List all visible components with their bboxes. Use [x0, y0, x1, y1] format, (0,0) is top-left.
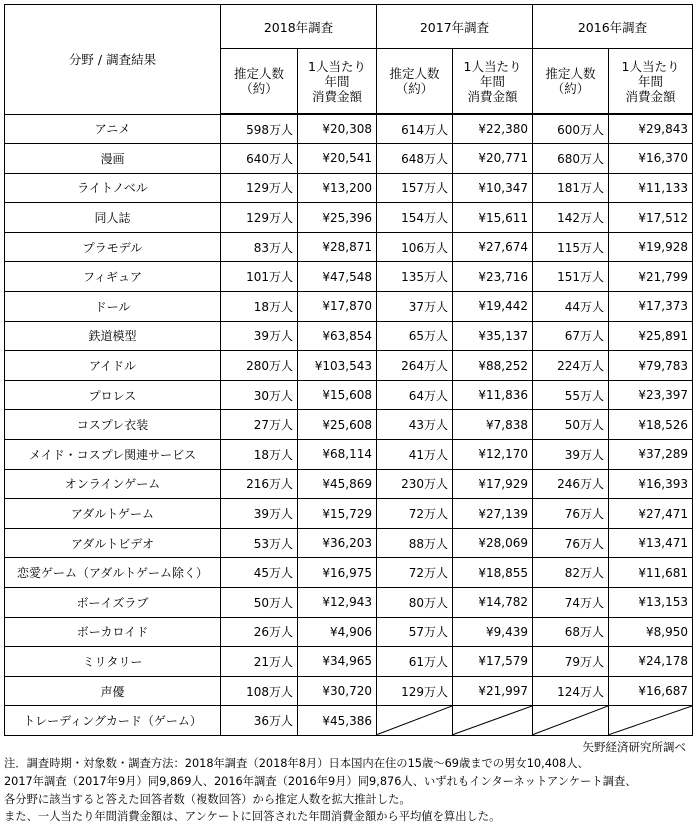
table-row	[5, 292, 693, 322]
people-cell: 216万人	[221, 469, 298, 499]
category-cell: アイドル	[5, 351, 221, 381]
not-available-cell	[609, 706, 693, 736]
not-available-cell	[453, 706, 533, 736]
people-cell: 82万人	[533, 558, 609, 588]
category-cell: ドール	[5, 292, 221, 322]
people-cell: 108万人	[221, 676, 298, 706]
category-header: 分野 / 調査結果	[5, 5, 221, 115]
spend-cell: ¥34,965	[298, 647, 377, 677]
spend-cell: ¥63,854	[298, 321, 377, 351]
table-row	[5, 380, 693, 410]
table-row	[5, 410, 693, 440]
spend-cell: ¥25,608	[298, 410, 377, 440]
people-cell: 129万人	[221, 203, 298, 233]
people-cell: 26万人	[221, 617, 298, 647]
table-row	[5, 144, 693, 174]
people-cell: 27万人	[221, 410, 298, 440]
people-cell: 50万人	[221, 588, 298, 618]
people-cell: 101万人	[221, 262, 298, 292]
category-cell: ミリタリー	[5, 647, 221, 677]
year-header-2018: 2018年調査	[221, 5, 377, 49]
people-cell: 640万人	[221, 144, 298, 174]
category-cell: プロレス	[5, 380, 221, 410]
people-cell: 600万人	[533, 114, 609, 144]
spend-cell: ¥47,548	[298, 262, 377, 292]
people-cell: 88万人	[377, 528, 453, 558]
table-body	[5, 114, 693, 735]
people-cell: 39万人	[221, 499, 298, 529]
people-cell: 18万人	[221, 292, 298, 322]
category-cell: アダルトゲーム	[5, 499, 221, 529]
people-cell: 230万人	[377, 469, 453, 499]
people-cell: 151万人	[533, 262, 609, 292]
spend-cell: ¥17,870	[298, 292, 377, 322]
spend-cell: ¥15,608	[298, 380, 377, 410]
category-cell: メイド・コスプレ関連サービス	[5, 440, 221, 470]
people-cell: 142万人	[533, 203, 609, 233]
category-cell: 漫画	[5, 144, 221, 174]
people-cell: 129万人	[221, 173, 298, 203]
people-cell: 21万人	[221, 647, 298, 677]
table-row	[5, 617, 693, 647]
spend-cell: ¥17,373	[609, 292, 693, 322]
people-cell: 648万人	[377, 144, 453, 174]
table-row	[5, 262, 693, 292]
spend-cell: ¥17,929	[453, 469, 533, 499]
people-cell: 53万人	[221, 528, 298, 558]
spend-cell: ¥23,716	[453, 262, 533, 292]
spend-cell: ¥11,836	[453, 380, 533, 410]
spend-cell: ¥11,133	[609, 173, 693, 203]
category-cell: フィギュア	[5, 262, 221, 292]
people-cell: 74万人	[533, 588, 609, 618]
spend-cell: ¥8,950	[609, 617, 693, 647]
notes	[4, 755, 696, 826]
spend-cell: ¥11,681	[609, 558, 693, 588]
note-line: 各分野に該当すると答えた回答者数（複数回答）から推定人数を拡大推計した。	[4, 792, 411, 806]
category-cell: ライトノベル	[5, 173, 221, 203]
table-row	[5, 469, 693, 499]
people-cell: 36万人	[221, 706, 298, 736]
people-cell: 181万人	[533, 173, 609, 203]
people-cell: 124万人	[533, 676, 609, 706]
spend-cell: ¥15,729	[298, 499, 377, 529]
spend-cell: ¥16,975	[298, 558, 377, 588]
table-row	[5, 499, 693, 529]
spend-cell: ¥16,393	[609, 469, 693, 499]
people-cell: 64万人	[377, 380, 453, 410]
people-cell: 50万人	[533, 410, 609, 440]
people-cell: 76万人	[533, 528, 609, 558]
spend-cell: ¥25,891	[609, 321, 693, 351]
spend-cell: ¥88,252	[453, 351, 533, 381]
spend-cell: ¥12,170	[453, 440, 533, 470]
diagonal-line-icon	[453, 706, 532, 735]
spend-cell: ¥103,543	[298, 351, 377, 381]
table-row	[5, 203, 693, 233]
spend-cell: ¥35,137	[453, 321, 533, 351]
col-header-people: 推定人数 （約）	[533, 49, 609, 115]
people-cell: 72万人	[377, 499, 453, 529]
spend-cell: ¥21,997	[453, 676, 533, 706]
spend-cell: ¥22,380	[453, 114, 533, 144]
table-row	[5, 440, 693, 470]
people-cell: 106万人	[377, 232, 453, 262]
spend-cell: ¥27,674	[453, 232, 533, 262]
people-cell: 76万人	[533, 499, 609, 529]
people-cell: 280万人	[221, 351, 298, 381]
survey-table-container	[4, 4, 692, 736]
spend-cell: ¥17,512	[609, 203, 693, 233]
category-cell: ボーイズラブ	[5, 588, 221, 618]
people-cell: 157万人	[377, 173, 453, 203]
table-row	[5, 321, 693, 351]
category-cell: アダルトビデオ	[5, 528, 221, 558]
spend-cell: ¥27,471	[609, 499, 693, 529]
people-cell: 135万人	[377, 262, 453, 292]
category-cell: トレーディングカード（ゲーム）	[5, 706, 221, 736]
spend-cell: ¥37,289	[609, 440, 693, 470]
table-row	[5, 232, 693, 262]
people-cell: 41万人	[377, 440, 453, 470]
people-cell: 264万人	[377, 351, 453, 381]
people-cell: 57万人	[377, 617, 453, 647]
spend-cell: ¥13,200	[298, 173, 377, 203]
spend-cell: ¥9,439	[453, 617, 533, 647]
spend-cell: ¥27,139	[453, 499, 533, 529]
table-row	[5, 558, 693, 588]
spend-cell: ¥36,203	[298, 528, 377, 558]
note-line: また、一人当たり年間消費金額は、アンケートに回答された年間消費金額から平均値を算出した。	[4, 810, 501, 824]
spend-cell: ¥19,928	[609, 232, 693, 262]
survey-table	[4, 4, 693, 736]
diagonal-line-icon	[609, 706, 692, 735]
header-row-years	[5, 5, 693, 49]
spend-cell: ¥30,720	[298, 676, 377, 706]
people-cell: 246万人	[533, 469, 609, 499]
table-row	[5, 676, 693, 706]
spend-cell: ¥20,308	[298, 114, 377, 144]
people-cell: 45万人	[221, 558, 298, 588]
spend-cell: ¥45,386	[298, 706, 377, 736]
table-row	[5, 351, 693, 381]
spend-cell: ¥19,442	[453, 292, 533, 322]
spend-cell: ¥20,771	[453, 144, 533, 174]
people-cell: 224万人	[533, 351, 609, 381]
spend-cell: ¥16,370	[609, 144, 693, 174]
category-cell: ボーカロイド	[5, 617, 221, 647]
diagonal-line-icon	[377, 706, 452, 735]
people-cell: 39万人	[533, 440, 609, 470]
people-cell: 80万人	[377, 588, 453, 618]
spend-cell: ¥25,396	[298, 203, 377, 233]
table-row	[5, 173, 693, 203]
spend-cell: ¥79,783	[609, 351, 693, 381]
people-cell: 65万人	[377, 321, 453, 351]
people-cell: 43万人	[377, 410, 453, 440]
spend-cell: ¥23,397	[609, 380, 693, 410]
people-cell: 129万人	[377, 676, 453, 706]
people-cell: 44万人	[533, 292, 609, 322]
people-cell: 68万人	[533, 617, 609, 647]
note-line: 注．調査時期・対象数・調査方法：2018年調査（2018年8月）日本国内在住の15歳～69歳までの男女10,408人、	[4, 757, 589, 770]
spend-cell: ¥4,906	[298, 617, 377, 647]
people-cell: 614万人	[377, 114, 453, 144]
table-row	[5, 114, 693, 144]
people-cell: 55万人	[533, 380, 609, 410]
col-header-spend: 1人当たり 年間 消費金額	[453, 49, 533, 115]
spend-cell: ¥13,471	[609, 528, 693, 558]
year-header-2016: 2016年調査	[533, 5, 693, 49]
people-cell: 67万人	[533, 321, 609, 351]
col-header-spend: 1人当たり 年間 消費金額	[609, 49, 693, 115]
spend-cell: ¥14,782	[453, 588, 533, 618]
people-cell: 61万人	[377, 647, 453, 677]
category-cell: 同人誌	[5, 203, 221, 233]
spend-cell: ¥13,153	[609, 588, 693, 618]
table-row	[5, 588, 693, 618]
spend-cell: ¥15,611	[453, 203, 533, 233]
table-row	[5, 706, 693, 736]
col-header-spend: 1人当たり 年間 消費金額	[298, 49, 377, 115]
spend-cell: ¥28,069	[453, 528, 533, 558]
spend-cell: ¥68,114	[298, 440, 377, 470]
people-cell: 79万人	[533, 647, 609, 677]
category-cell: プラモデル	[5, 232, 221, 262]
spend-cell: ¥7,838	[453, 410, 533, 440]
people-cell: 154万人	[377, 203, 453, 233]
spend-cell: ¥28,871	[298, 232, 377, 262]
note-line: 2017年調査（2017年9月）同9,869人、2016年調査（2016年9月）同9,876人、いずれもインターネットアンケート調査、	[4, 774, 637, 788]
category-cell: 鉄道模型	[5, 321, 221, 351]
people-cell: 680万人	[533, 144, 609, 174]
spend-cell: ¥29,843	[609, 114, 693, 144]
people-cell: 115万人	[533, 232, 609, 262]
spend-cell: ¥10,347	[453, 173, 533, 203]
category-cell: コスプレ衣装	[5, 410, 221, 440]
people-cell: 72万人	[377, 558, 453, 588]
table-row	[5, 528, 693, 558]
table-row	[5, 647, 693, 677]
col-header-people: 推定人数 （約）	[221, 49, 298, 115]
col-header-people: 推定人数 （約）	[377, 49, 453, 115]
spend-cell: ¥21,799	[609, 262, 693, 292]
spend-cell: ¥24,178	[609, 647, 693, 677]
spend-cell: ¥20,541	[298, 144, 377, 174]
category-cell: 恋愛ゲーム（アダルトゲーム除く）	[5, 558, 221, 588]
not-available-cell	[533, 706, 609, 736]
category-cell: 声優	[5, 676, 221, 706]
spend-cell: ¥12,943	[298, 588, 377, 618]
people-cell: 39万人	[221, 321, 298, 351]
people-cell: 37万人	[377, 292, 453, 322]
people-cell: 30万人	[221, 380, 298, 410]
people-cell: 18万人	[221, 440, 298, 470]
spend-cell: ¥17,579	[453, 647, 533, 677]
year-header-2017: 2017年調査	[377, 5, 533, 49]
diagonal-line-icon	[533, 706, 608, 735]
people-cell: 83万人	[221, 232, 298, 262]
not-available-cell	[377, 706, 453, 736]
category-cell: アニメ	[5, 114, 221, 144]
spend-cell: ¥16,687	[609, 676, 693, 706]
spend-cell: ¥45,869	[298, 469, 377, 499]
people-cell: 598万人	[221, 114, 298, 144]
source-credit: 矢野経済研究所調べ	[582, 740, 686, 754]
category-cell: オンラインゲーム	[5, 469, 221, 499]
spend-cell: ¥18,526	[609, 410, 693, 440]
spend-cell: ¥18,855	[453, 558, 533, 588]
